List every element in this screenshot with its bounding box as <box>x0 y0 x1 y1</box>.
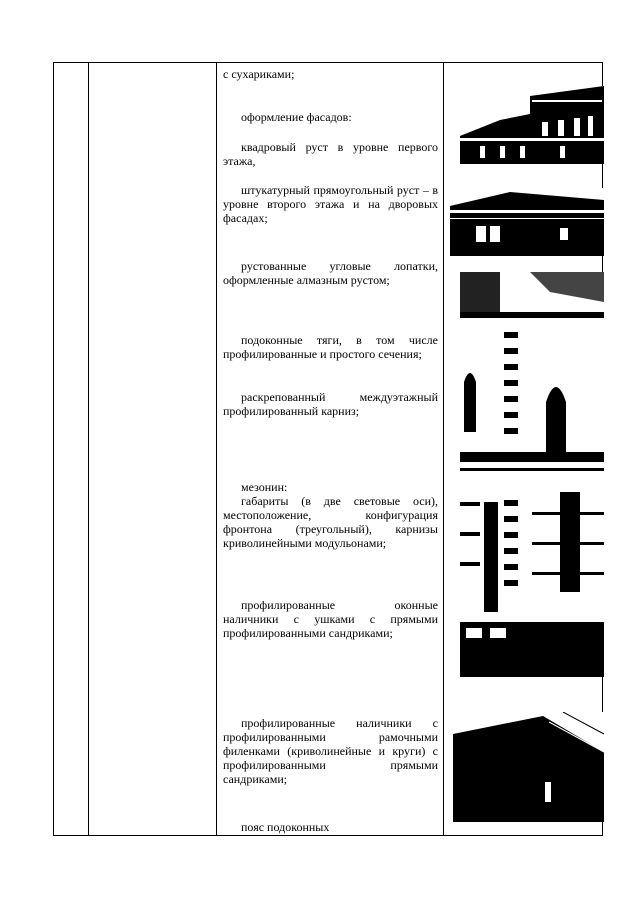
row-text-facades-content: оформление фасадов: <box>241 110 352 124</box>
row-text-nalichniki-1-content: профилированные оконные наличники с ушками с прямыми профилированными сандриками; <box>223 598 438 640</box>
building-facade-corner-photo <box>460 272 604 677</box>
row-text-poyas-content: пояс подоконных <box>241 820 330 834</box>
row-text-lopatki <box>223 259 438 287</box>
row-text-lopatki-content: рустованные угловые лопатки, оформленные алмазным рустом; <box>223 259 438 287</box>
row-text-rust-1-content: квадровый руст в уровне первого этажа, <box>223 140 438 168</box>
building-cornice-photo <box>460 86 604 164</box>
row-text-poyas <box>223 820 438 834</box>
building-roof-photo <box>453 712 604 822</box>
row-text-karniz <box>223 390 438 418</box>
column-divider <box>88 63 89 835</box>
row-text-tyagi-content: подоконные тяги, в том числе профилированные и простого сечения; <box>223 333 438 361</box>
row-text-mezonin <box>223 480 438 494</box>
row-text-tyagi <box>223 333 438 361</box>
row-text-nalichniki-1 <box>223 598 438 640</box>
row-text-rust-2 <box>223 183 438 225</box>
row-text-gabarity <box>223 494 438 550</box>
column-divider <box>443 63 444 835</box>
column-divider <box>216 63 217 835</box>
row-text-mezonin-content: мезонин: <box>241 480 288 494</box>
row-text-karniz-content: раскрепованный междуэтажный профилированный карниз; <box>223 390 438 418</box>
row-text-rust-1 <box>223 140 438 168</box>
row-text-rust-2-content: штукатурный прямоугольный руст – в уровне второго этажа и на дворовых фасадах; <box>223 183 438 225</box>
row-text-gabarity-content: габариты (в две световые оси), местоположение, конфигурация фронтона (треугольный), карнизы криволинейными модульонами; <box>223 494 438 550</box>
building-cornice-photo <box>450 188 604 256</box>
row-text-nalichniki-2 <box>223 716 438 786</box>
row-text-sukhariki: с сухариками; <box>223 67 295 81</box>
row-text-facades <box>223 110 438 124</box>
row-text-nalichniki-2-content: профилированные наличники с профилированными рамочными филенками (криволинейные и круги) с профилированными прямыми сандриками; <box>223 716 438 786</box>
